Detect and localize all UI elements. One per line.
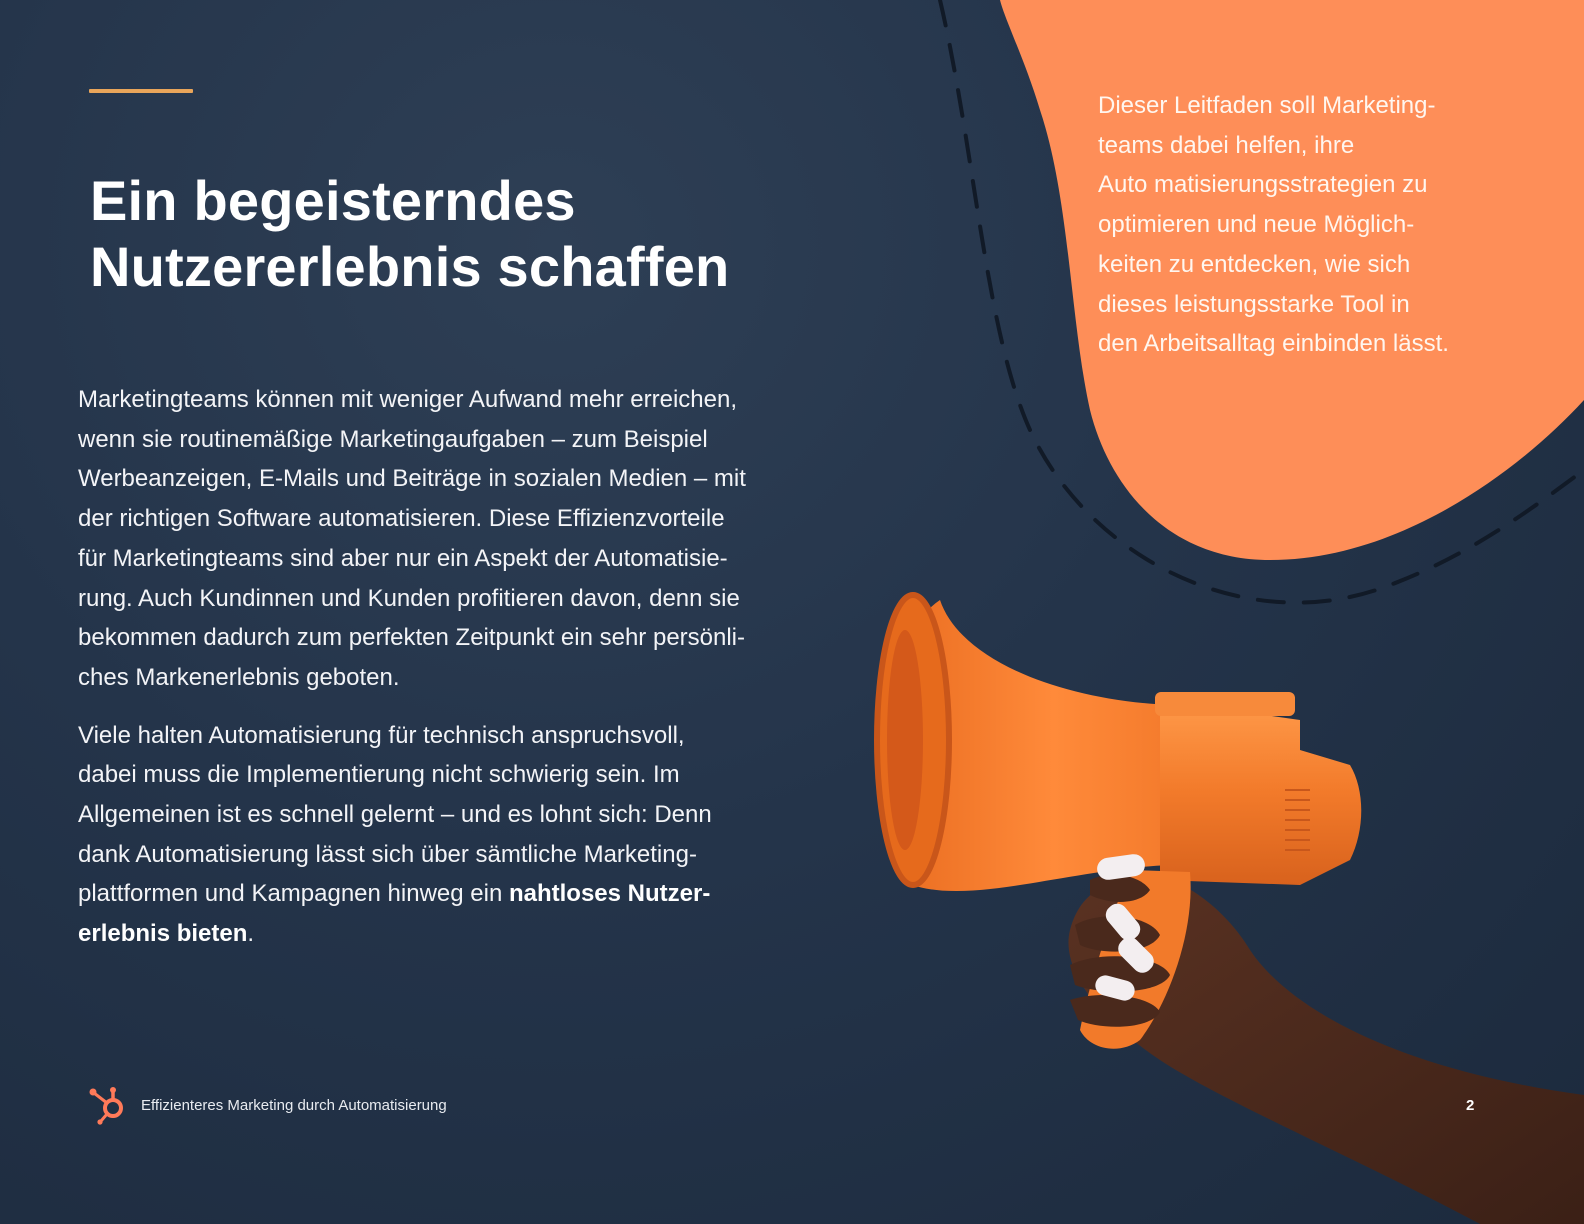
callout-line: dieses leistungsstarke Tool in — [1098, 290, 1410, 318]
body-line: bekommen dadurch zum perfekten Zeitpunkt ein sehr persönli- — [78, 624, 746, 652]
body-line: der richtigen Software automatisieren. Diese Effizienzvorteile — [78, 505, 725, 533]
callout-line: teams dabei helfen, ihre — [1098, 131, 1355, 159]
body-line: rung. Auch Kundinnen und Kunden profitieren davon, denn sie — [78, 584, 740, 612]
page-number: 2 — [1466, 1097, 1475, 1114]
body-line: dank Automatisierung lässt sich über sämtliche Marketing- — [78, 840, 697, 868]
hubspot-sprocket-icon — [86, 1084, 130, 1128]
body-line: Werbeanzeigen, E-Mails und Beiträge in sozialen Medien – mit — [78, 465, 746, 493]
callout-line: den Arbeitsalltag einbinden lässt. — [1098, 330, 1449, 358]
body-line: dabei muss die Implementierung nicht schwierig sein. Im — [78, 761, 680, 789]
headline-line-2: Nutzererlebnis schaffen — [90, 235, 730, 298]
body-line: wenn sie routinemäßige Marketingaufgaben – zum Beispiel — [78, 425, 708, 453]
body-period: . — [247, 920, 255, 948]
headline-line-1: Ein begeisterndes — [90, 169, 576, 232]
callout-line: Dieser Leitfaden soll Marketing- — [1098, 92, 1436, 119]
callout-line: keiten zu entdecken, wie sich — [1098, 250, 1411, 278]
body-line: Marketingteams können mit weniger Aufwand mehr erreichen, — [78, 386, 737, 413]
body-line: Viele halten Automatisierung für technisch anspruchsvoll, — [78, 721, 685, 749]
body-line: ches Markenerlebnis geboten. — [78, 663, 400, 691]
callout-line: Auto matisierungsstrategien zu — [1098, 171, 1428, 199]
megaphone-body — [1160, 700, 1361, 885]
footer-document-title: Effizienteres Marketing durch Automatisierung — [141, 1097, 447, 1114]
body-line: Allgemeinen ist es schnell gelernt – und es lohnt sich: Denn — [78, 801, 712, 829]
callout-text — [1098, 86, 1538, 364]
body-line-text: plattformen und Kampagnen hinweg ein — [78, 880, 509, 908]
body-bold-phrase-2: erlebnis bieten — [78, 920, 248, 948]
body-bold-phrase-1: nahtloses Nutzer- — [508, 880, 711, 908]
callout-line: optimieren und neue Möglich- — [1098, 211, 1415, 239]
megaphone-speaker-grille — [1285, 790, 1310, 850]
body-line: für Marketingteams sind aber nur ein Aspekt der Automatisie- — [78, 544, 728, 572]
